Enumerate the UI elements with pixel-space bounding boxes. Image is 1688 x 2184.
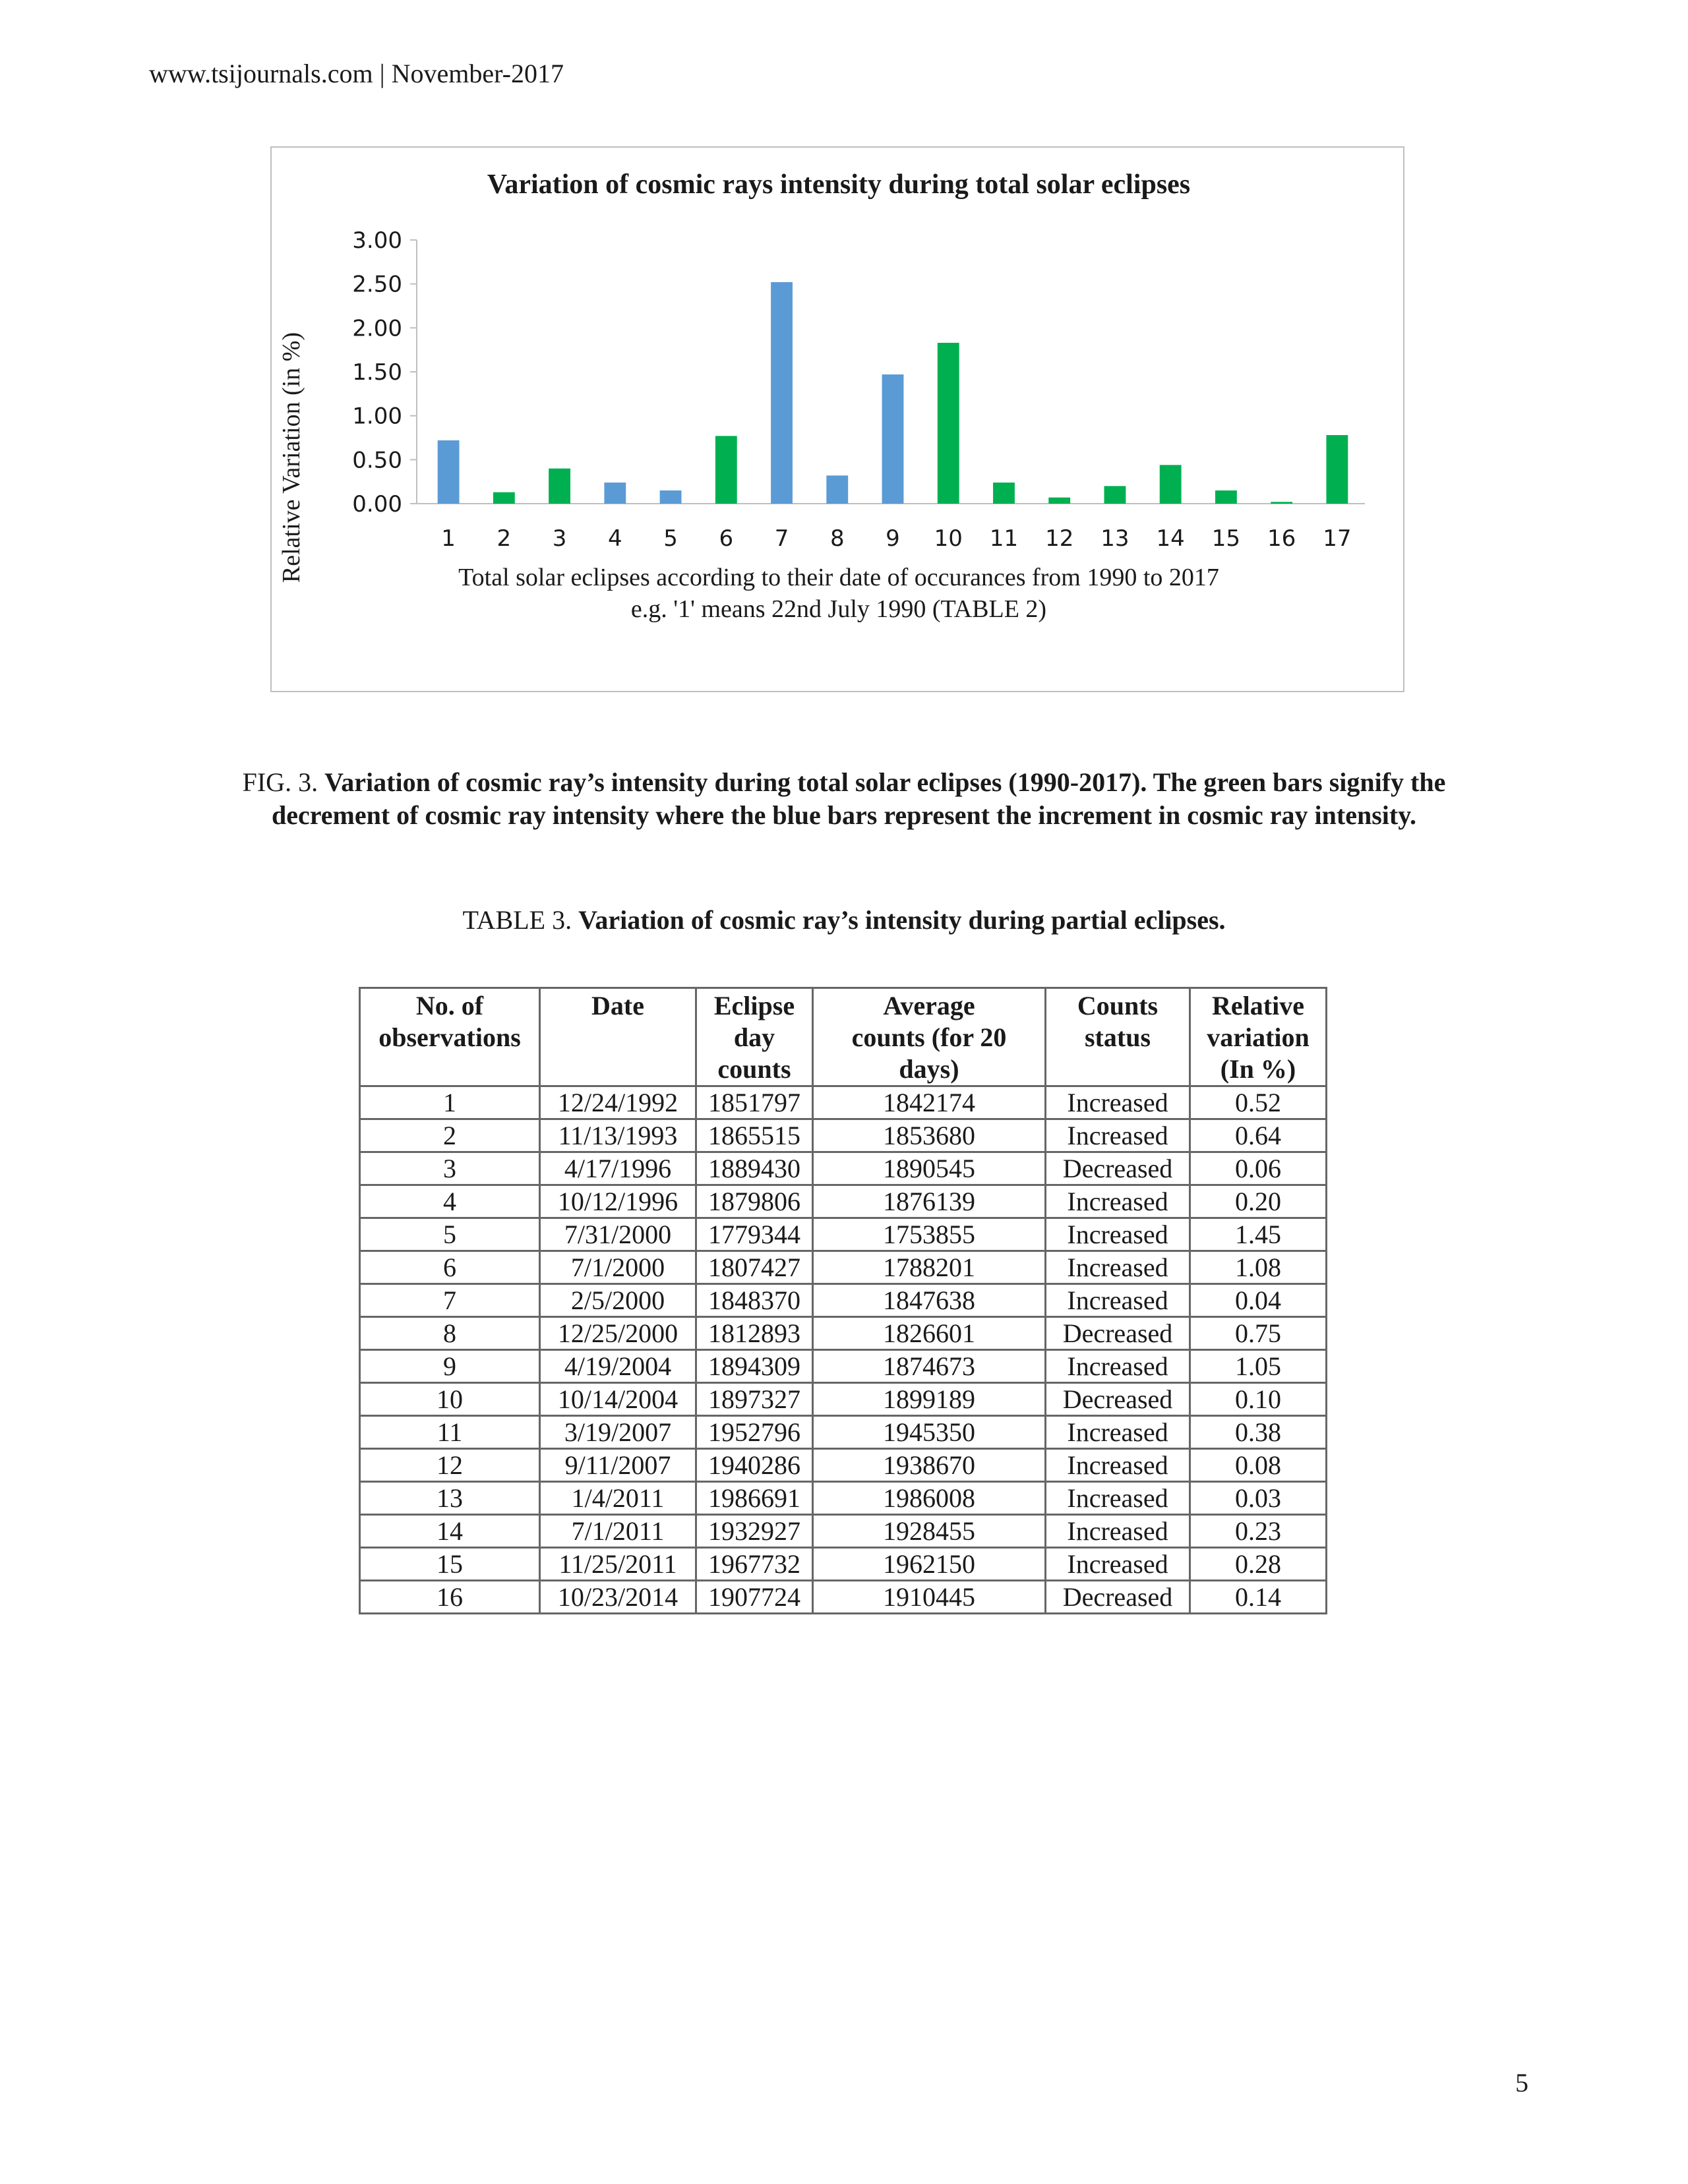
table-cell: 7/31/2000 — [540, 1218, 696, 1251]
table-cell: 1853680 — [813, 1119, 1046, 1152]
header-line: counts (for 20 — [851, 1022, 1007, 1052]
x-tick-label: 1 — [441, 525, 456, 552]
bar — [1048, 498, 1070, 504]
x-tick-label: 4 — [608, 525, 622, 552]
bar — [1104, 486, 1126, 504]
table-cell: 0.04 — [1190, 1284, 1327, 1317]
header-line: (In %) — [1220, 1054, 1296, 1084]
table-cell: 9 — [360, 1350, 540, 1383]
table-cell: 1779344 — [696, 1218, 813, 1251]
x-tick-label: 3 — [552, 525, 567, 552]
x-tick-label: 2 — [497, 525, 512, 552]
table-row — [360, 1350, 1327, 1383]
table-cell: 10/23/2014 — [540, 1581, 696, 1614]
table-cell: Increased — [1046, 1482, 1190, 1515]
bar — [993, 483, 1015, 504]
bar — [771, 282, 793, 504]
table-cell: 1910445 — [813, 1581, 1046, 1614]
table-cell: 4/19/2004 — [540, 1350, 696, 1383]
table-row — [360, 1383, 1327, 1416]
table-row — [360, 1119, 1327, 1152]
table-cell: Decreased — [1046, 1581, 1190, 1614]
data-table — [359, 987, 1327, 1614]
table-row — [360, 1218, 1327, 1251]
table-row — [360, 1185, 1327, 1218]
table-cell: 1894309 — [696, 1350, 813, 1383]
bar — [1271, 502, 1292, 504]
table-cell: 0.38 — [1190, 1416, 1327, 1449]
table-cell: 0.52 — [1190, 1086, 1327, 1119]
x-tick-label: 13 — [1100, 525, 1130, 552]
table-row — [360, 1251, 1327, 1284]
header-relative-variation — [1190, 988, 1327, 1086]
header-observations — [360, 988, 540, 1086]
table-cell: 1879806 — [696, 1185, 813, 1218]
table-cell: 0.20 — [1190, 1185, 1327, 1218]
bar — [1215, 490, 1237, 504]
table-cell: Increased — [1046, 1350, 1190, 1383]
table-cell: 1962150 — [813, 1548, 1046, 1581]
table-cell: Decreased — [1046, 1383, 1190, 1416]
table-row — [360, 1086, 1327, 1119]
table-cell: 1807427 — [696, 1251, 813, 1284]
bar — [493, 492, 515, 504]
table-cell: Increased — [1046, 1218, 1190, 1251]
chart-frame — [270, 146, 1404, 692]
table-cell: 1.05 — [1190, 1350, 1327, 1383]
table-cell: 9/11/2007 — [540, 1449, 696, 1482]
table-row — [360, 1284, 1327, 1317]
table-cell: 8 — [360, 1317, 540, 1350]
table-cell: 1907724 — [696, 1581, 813, 1614]
table-cell: 1842174 — [813, 1086, 1046, 1119]
table-cell: Decreased — [1046, 1317, 1190, 1350]
y-tick-label: 1.00 — [352, 403, 402, 430]
table-row — [360, 1515, 1327, 1548]
table-cell: 1812893 — [696, 1317, 813, 1350]
header-average-counts — [813, 988, 1046, 1086]
x-axis-label-line1: Total solar eclipses according to their date of occurances from 1990 to 2017 — [458, 564, 1219, 591]
table-cell: 12/25/2000 — [540, 1317, 696, 1350]
table-caption-text: Variation of cosmic ray’s intensity during partial eclipses. — [578, 905, 1226, 935]
table-cell: 2/5/2000 — [540, 1284, 696, 1317]
table-row — [360, 1416, 1327, 1449]
header-line: counts — [717, 1054, 791, 1084]
header-counts-status — [1046, 988, 1190, 1086]
y-tick-label: 0.00 — [352, 491, 402, 517]
table-cell: 14 — [360, 1515, 540, 1548]
table-cell: 0.23 — [1190, 1515, 1327, 1548]
table-cell: Increased — [1046, 1185, 1190, 1218]
table-cell: 11/13/1993 — [540, 1119, 696, 1152]
bar — [882, 374, 904, 504]
table-cell: 7/1/2000 — [540, 1251, 696, 1284]
bar — [1326, 435, 1348, 504]
table-cell: 11/25/2011 — [540, 1548, 696, 1581]
table-cell: Increased — [1046, 1449, 1190, 1482]
table-cell: Increased — [1046, 1119, 1190, 1152]
x-tick-label: 11 — [989, 525, 1019, 552]
x-tick-label: 16 — [1267, 525, 1296, 552]
table-cell: Increased — [1046, 1251, 1190, 1284]
table-cell: Increased — [1046, 1416, 1190, 1449]
x-tick-label: 17 — [1323, 525, 1352, 552]
table-cell: 12 — [360, 1449, 540, 1482]
table-cell: 0.03 — [1190, 1482, 1327, 1515]
header-line: Counts — [1077, 991, 1159, 1020]
table-row — [360, 1548, 1327, 1581]
table-cell: 1826601 — [813, 1317, 1046, 1350]
table-cell: 1986008 — [813, 1482, 1046, 1515]
bar — [1160, 465, 1182, 504]
header-line: Average — [883, 991, 975, 1020]
bar — [438, 440, 460, 504]
header-line: days) — [899, 1054, 959, 1084]
table-cell: 10/14/2004 — [540, 1383, 696, 1416]
table-cell: 0.14 — [1190, 1581, 1327, 1614]
x-tick-label: 5 — [663, 525, 678, 552]
x-tick-label: 14 — [1156, 525, 1185, 552]
y-tick-label: 3.00 — [352, 227, 402, 254]
table-cell: Increased — [1046, 1515, 1190, 1548]
table-cell: 4/17/1996 — [540, 1152, 696, 1185]
table-cell: 4 — [360, 1185, 540, 1218]
x-tick-label: 15 — [1211, 525, 1241, 552]
bar — [660, 490, 682, 504]
bar — [826, 475, 848, 504]
chart-title: Variation of cosmic rays intensity during total solar eclipses — [487, 169, 1191, 200]
y-tick-label: 2.00 — [352, 315, 402, 342]
table-cell: 10 — [360, 1383, 540, 1416]
table-cell: 1938670 — [813, 1449, 1046, 1482]
y-axis-label: Relative Variation (in %) — [278, 332, 305, 583]
table-cell: 16 — [360, 1581, 540, 1614]
table-row — [360, 1152, 1327, 1185]
table-cell: 0.75 — [1190, 1317, 1327, 1350]
header-eclipse-day-counts — [696, 988, 813, 1086]
table-cell: 1945350 — [813, 1416, 1046, 1449]
table-caption-prefix: TABLE 3. — [462, 905, 579, 935]
x-tick-label: 9 — [886, 525, 900, 552]
table-cell: 1.08 — [1190, 1251, 1327, 1284]
table-cell: 1940286 — [696, 1449, 813, 1482]
table-cell: 1/4/2011 — [540, 1482, 696, 1515]
table-cell: 2 — [360, 1119, 540, 1152]
table-cell: 1932927 — [696, 1515, 813, 1548]
y-tick-label: 2.50 — [352, 271, 402, 298]
table-cell: 0.10 — [1190, 1383, 1327, 1416]
table-cell: 1928455 — [813, 1515, 1046, 1548]
table-cell: 1851797 — [696, 1086, 813, 1119]
bar — [938, 343, 959, 504]
x-tick-label: 8 — [829, 525, 845, 552]
header-line: Date — [591, 991, 644, 1020]
table-cell: 7 — [360, 1284, 540, 1317]
table-row — [360, 1482, 1327, 1515]
table-cell: 1986691 — [696, 1482, 813, 1515]
table-cell: 1865515 — [696, 1119, 813, 1152]
x-axis-label — [272, 562, 1406, 625]
table-cell: Increased — [1046, 1284, 1190, 1317]
header-line: Eclipse — [713, 991, 795, 1020]
header-line: status — [1084, 1022, 1151, 1052]
table-cell: 1847638 — [813, 1284, 1046, 1317]
table-cell: 3 — [360, 1152, 540, 1185]
page-header: www.tsijournals.com | November-2017 — [149, 59, 564, 88]
table-cell: 6 — [360, 1251, 540, 1284]
header-line: No. of — [415, 991, 484, 1020]
figure-caption-text: Variation of cosmic ray’s intensity during total solar eclipses (1990-2017). The green bars signify the decrement of cosmic ray intensity where the blue bars represent the increment in cosmic ray intensity. — [271, 767, 1446, 830]
header-line: day — [733, 1022, 775, 1052]
table-cell: 13 — [360, 1482, 540, 1515]
table-cell: 1874673 — [813, 1350, 1046, 1383]
header-line: Relative — [1212, 991, 1304, 1020]
table-cell: 1788201 — [813, 1251, 1046, 1284]
figure-caption — [211, 766, 1477, 832]
table-cell: 1897327 — [696, 1383, 813, 1416]
table-row — [360, 1317, 1327, 1350]
table-cell: 3/19/2007 — [540, 1416, 696, 1449]
table-cell: 12/24/1992 — [540, 1086, 696, 1119]
table-cell: 1848370 — [696, 1284, 813, 1317]
x-tick-label: 10 — [934, 525, 963, 552]
table-body — [360, 1086, 1327, 1614]
table-cell: 1 — [360, 1086, 540, 1119]
header-date — [540, 988, 696, 1086]
table-cell: 0.06 — [1190, 1152, 1327, 1185]
table-row — [360, 1581, 1327, 1614]
table-cell: 1.45 — [1190, 1218, 1327, 1251]
x-axis-label-line2: e.g. '1' means 22nd July 1990 (TABLE 2) — [630, 595, 1047, 623]
header-line: observations — [378, 1022, 521, 1052]
table-cell: 1899189 — [813, 1383, 1046, 1416]
table-cell: 1967732 — [696, 1548, 813, 1581]
y-tick-label: 1.50 — [352, 359, 402, 386]
table-cell: 7/1/2011 — [540, 1515, 696, 1548]
bar — [549, 469, 570, 504]
bar — [604, 483, 626, 504]
table-cell: 0.64 — [1190, 1119, 1327, 1152]
table-cell: 11 — [360, 1416, 540, 1449]
table-cell: 15 — [360, 1548, 540, 1581]
bar — [715, 436, 737, 504]
table-cell: Increased — [1046, 1548, 1190, 1581]
y-tick-label: 0.50 — [352, 447, 402, 474]
table-cell: 0.08 — [1190, 1449, 1327, 1482]
table-cell: 1753855 — [813, 1218, 1046, 1251]
table-cell: 0.28 — [1190, 1548, 1327, 1581]
x-tick-label: 7 — [774, 525, 789, 552]
page-number: 5 — [1515, 2068, 1528, 2098]
table-cell: 5 — [360, 1218, 540, 1251]
header-line: variation — [1207, 1022, 1310, 1052]
table-row — [360, 1449, 1327, 1482]
table-cell: 10/12/1996 — [540, 1185, 696, 1218]
table-cell: Increased — [1046, 1086, 1190, 1119]
x-tick-label: 6 — [719, 525, 734, 552]
figure-caption-prefix: FIG. 3. — [242, 767, 325, 797]
table-header-row — [360, 988, 1327, 1086]
table-cell: 1890545 — [813, 1152, 1046, 1185]
table-cell: 1889430 — [696, 1152, 813, 1185]
table-cell: 1876139 — [813, 1185, 1046, 1218]
table-caption — [0, 904, 1688, 935]
table-cell: Decreased — [1046, 1152, 1190, 1185]
x-tick-label: 12 — [1045, 525, 1074, 552]
table-cell: 1952796 — [696, 1416, 813, 1449]
